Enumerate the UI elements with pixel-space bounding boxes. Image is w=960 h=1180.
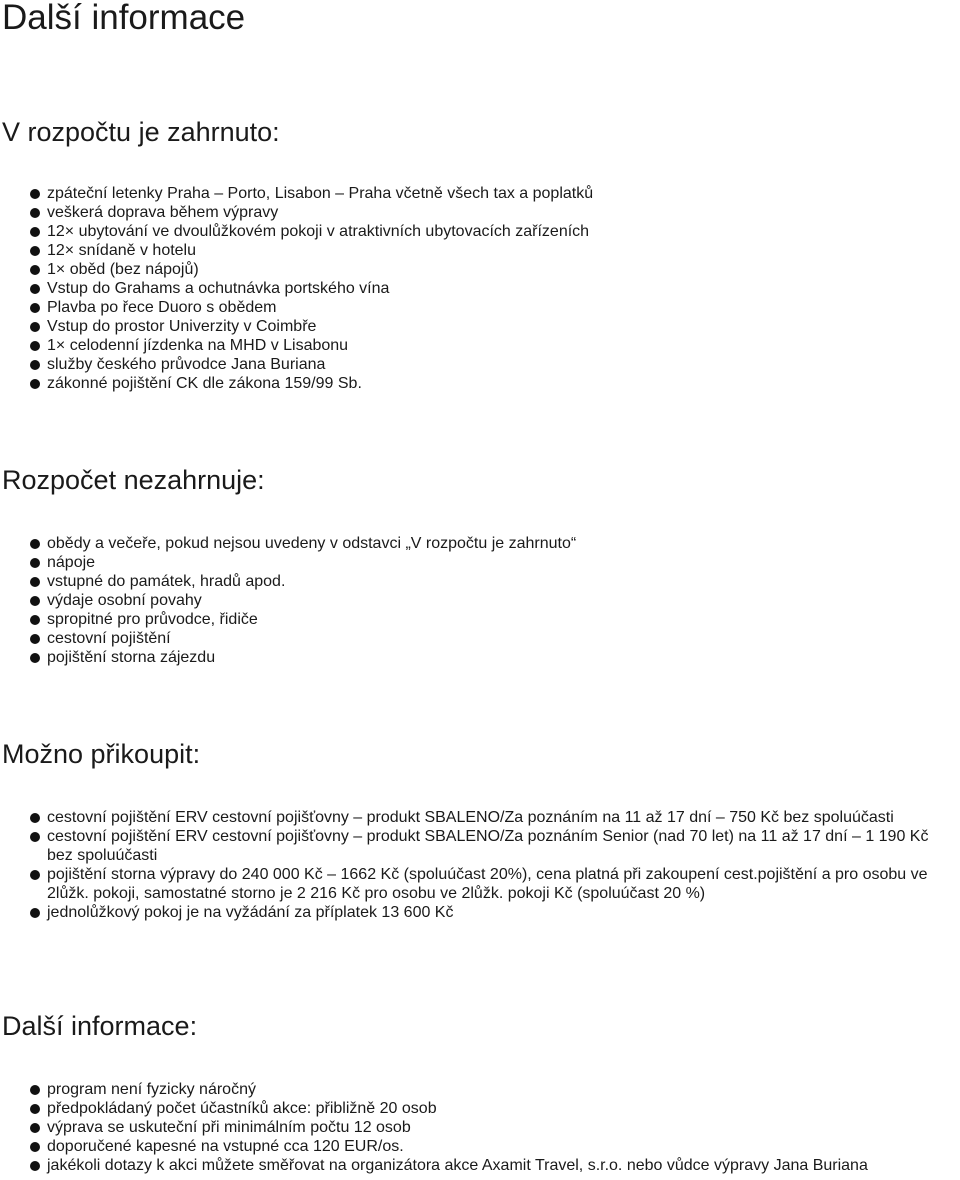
- bullet-icon: [30, 634, 40, 644]
- info-list: [47, 1080, 958, 1175]
- section-included: [2, 116, 960, 392]
- list-item: služby českého průvodce Jana Buriana: [47, 355, 958, 374]
- bullet-icon: [30, 653, 40, 663]
- bullet-icon: [30, 303, 40, 313]
- list-item: 1× celodenní jízdenka na MHD v Lisabonu: [47, 336, 958, 355]
- bullet-icon: [30, 246, 40, 256]
- page-title: Další informace: [2, 0, 246, 37]
- bullet-icon: [30, 265, 40, 275]
- included-list: [47, 184, 958, 393]
- section-heading-excluded: Rozpočet nezahrnuje:: [2, 465, 265, 495]
- list-item: cestovní pojištění: [47, 629, 958, 648]
- list-item: zpáteční letenky Praha – Porto, Lisabon – Praha včetně všech tax a poplatků: [47, 184, 958, 203]
- bullet-icon: [30, 341, 40, 351]
- section-heading-info: Další informace:: [2, 1011, 198, 1041]
- bullet-icon: [30, 558, 40, 568]
- list-item: 12× ubytování ve dvoulůžkovém pokoji v atraktivních ubytovacích zařízeních: [47, 222, 958, 241]
- bullet-icon: [30, 284, 40, 294]
- list-item: 1× oběd (bez nápojů): [47, 260, 958, 279]
- list-item: předpokládaný počet účastníků akce: přibližně 20 osob: [47, 1099, 958, 1118]
- bullet-icon: [30, 379, 40, 389]
- section-optional: [2, 738, 960, 921]
- list-item: nápoje: [47, 553, 958, 572]
- section-heading-optional: Možno přikoupit:: [2, 739, 201, 769]
- list-item: zákonné pojištění CK dle zákona 159/99 Sb.: [47, 374, 958, 393]
- list-item: Plavba po řece Duoro s obědem: [47, 298, 958, 317]
- bullet-icon: [30, 208, 40, 218]
- bullet-icon: [30, 615, 40, 625]
- bullet-icon: [30, 832, 40, 842]
- optional-list: [47, 808, 958, 922]
- bullet-icon: [30, 870, 40, 880]
- list-item: Vstup do prostor Univerzity v Coimbře: [47, 317, 958, 336]
- list-item: spropitné pro průvodce, řidiče: [47, 610, 958, 629]
- bullet-icon: [30, 908, 40, 918]
- bullet-icon: [30, 1104, 40, 1114]
- list-item: cestovní pojištění ERV cestovní pojišťovny – produkt SBALENO/Za poznáním Senior (nad 70 let) na 11 až 17 dní – 1 190 Kč bez spoluúčasti: [47, 827, 958, 865]
- bullet-icon: [30, 189, 40, 199]
- excluded-list: [47, 534, 958, 667]
- bullet-icon: [30, 227, 40, 237]
- section-excluded: [2, 464, 960, 666]
- bullet-icon: [30, 813, 40, 823]
- bullet-icon: [30, 1161, 40, 1171]
- list-item: veškerá doprava během výpravy: [47, 203, 958, 222]
- bullet-icon: [30, 577, 40, 587]
- list-item: Vstup do Grahams a ochutnávka portského vína: [47, 279, 958, 298]
- list-item: jakékoli dotazy k akci můžete směřovat na organizátora akce Axamit Travel, s.r.o. nebo vůdce výpravy Jana Buriana: [47, 1156, 958, 1175]
- bullet-icon: [30, 1123, 40, 1133]
- list-item: doporučené kapesné na vstupné cca 120 EUR/os.: [47, 1137, 958, 1156]
- list-item: program není fyzicky náročný: [47, 1080, 958, 1099]
- list-item: výprava se uskuteční při minimálním počtu 12 osob: [47, 1118, 958, 1137]
- list-item: vstupné do památek, hradů apod.: [47, 572, 958, 591]
- bullet-icon: [30, 360, 40, 370]
- list-item: jednolůžkový pokoj je na vyžádání za příplatek 13 600 Kč: [47, 903, 958, 922]
- bullet-icon: [30, 539, 40, 549]
- bullet-icon: [30, 596, 40, 606]
- section-info: [2, 1010, 960, 1174]
- section-heading-included: V rozpočtu je zahrnuto:: [2, 117, 280, 147]
- bullet-icon: [30, 1142, 40, 1152]
- list-item: pojištění storna výpravy do 240 000 Kč – 1662 Kč (spoluúčast 20%), cena platná při zakoupení cest.pojištění a pro osobu ve 2lůžk. pokoji, samostatné storno je 2 216 Kč pro osobu ve 2lůžk. pokoji Kč (spoluúčast 20 %): [47, 865, 958, 903]
- list-item: obědy a večeře, pokud nejsou uvedeny v odstavci „V rozpočtu je zahrnuto“: [47, 534, 958, 553]
- list-item: pojištění storna zájezdu: [47, 648, 958, 667]
- bullet-icon: [30, 322, 40, 332]
- list-item: cestovní pojištění ERV cestovní pojišťovny – produkt SBALENO/Za poznáním na 11 až 17 dní – 750 Kč bez spoluúčasti: [47, 808, 958, 827]
- list-item: výdaje osobní povahy: [47, 591, 958, 610]
- list-item: 12× snídaně v hotelu: [47, 241, 958, 260]
- bullet-icon: [30, 1085, 40, 1095]
